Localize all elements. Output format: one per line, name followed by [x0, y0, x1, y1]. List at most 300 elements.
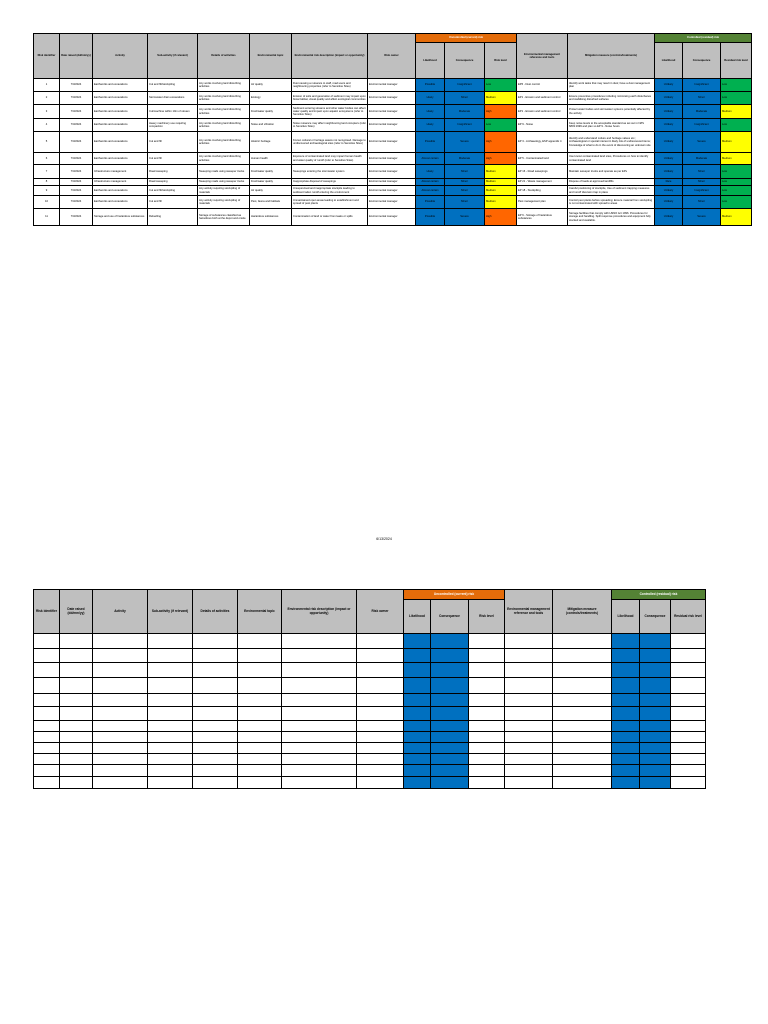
- blank-cell[interactable]: [431, 765, 469, 777]
- blank-cell[interactable]: [404, 694, 431, 707]
- blank-cell[interactable]: [431, 649, 469, 663]
- blank-cell[interactable]: [431, 777, 469, 789]
- blank-cell[interactable]: [431, 754, 469, 765]
- cell-mit: Protect water bodies and stormwater systems potentially affected by the activity: [568, 105, 655, 119]
- blank-row: [34, 754, 706, 765]
- cell-ref: EP 9 - Noise: [517, 119, 568, 132]
- blank-cell[interactable]: [612, 663, 640, 678]
- cell-u-cons: Minor: [445, 196, 485, 209]
- blank-cell[interactable]: [640, 765, 671, 777]
- cell-u-like: Almost certain: [416, 153, 445, 165]
- blank-cell[interactable]: [60, 694, 93, 707]
- blank-cell[interactable]: [282, 743, 357, 754]
- blank-cell[interactable]: [612, 732, 640, 743]
- blank-cell[interactable]: [469, 777, 505, 789]
- blank-cell[interactable]: [93, 663, 148, 678]
- blank-cell[interactable]: [193, 707, 238, 721]
- blank-cell[interactable]: [553, 634, 612, 649]
- cell-c-level: Low: [721, 79, 752, 92]
- blank-cell[interactable]: [357, 663, 404, 678]
- blank-cell[interactable]: [612, 765, 640, 777]
- blank-row: [34, 634, 706, 649]
- blank-cell[interactable]: [640, 634, 671, 649]
- blank-cell[interactable]: [148, 678, 193, 694]
- cell-c-level: Medium: [721, 153, 752, 165]
- blank-cell[interactable]: [93, 694, 148, 707]
- blank-cell[interactable]: [505, 663, 553, 678]
- blank-cell[interactable]: [553, 777, 612, 789]
- blank-cell[interactable]: [431, 721, 469, 732]
- cell-sub: Heavy machinery use requiring compaction: [148, 119, 198, 132]
- cell-date: 7/3/2024: [60, 153, 93, 165]
- blank-cell[interactable]: [93, 777, 148, 789]
- blank-cell[interactable]: [612, 694, 640, 707]
- blank-cell[interactable]: [60, 743, 93, 754]
- blank-cell[interactable]: [505, 634, 553, 649]
- col-header: Risk owner: [368, 34, 416, 79]
- blank-cell[interactable]: [505, 694, 553, 707]
- blank-cell[interactable]: [612, 649, 640, 663]
- blank-cell[interactable]: [431, 634, 469, 649]
- blank-cell[interactable]: [469, 707, 505, 721]
- blank-cell[interactable]: [640, 777, 671, 789]
- blank-cell[interactable]: [431, 678, 469, 694]
- cell-mit: Use known contaminated land sites, Procedures on how to identify contaminated land: [568, 153, 655, 165]
- blank-cell[interactable]: [640, 678, 671, 694]
- blank-cell[interactable]: [505, 765, 553, 777]
- blank-cell[interactable]: [671, 732, 706, 743]
- blank-cell[interactable]: [148, 707, 193, 721]
- blank-cell[interactable]: [148, 765, 193, 777]
- cell-ref: EP 16 - Road sweepings: [517, 165, 568, 179]
- blank-cell[interactable]: [553, 694, 612, 707]
- blank-row: [34, 649, 706, 663]
- cell-id: 2: [34, 92, 60, 105]
- blank-cell[interactable]: [640, 743, 671, 754]
- blank-cell[interactable]: [93, 732, 148, 743]
- col-header: Date raised (dd/mm/yy): [60, 34, 93, 79]
- blank-cell[interactable]: [553, 743, 612, 754]
- col-header: Risk identifier: [34, 590, 60, 634]
- table-row: [34, 186, 752, 196]
- cell-ref: EP 5 - Contaminated land: [517, 153, 568, 165]
- blank-cell[interactable]: [612, 634, 640, 649]
- blank-cell[interactable]: [93, 754, 148, 765]
- cell-u-cons: Moderate: [445, 105, 485, 119]
- cell-c-like: Unlikely: [655, 105, 683, 119]
- cell-details: Sweeping roads using sweeper trucks: [198, 179, 250, 186]
- cell-ref: EP1 - Erosion and sediment control: [517, 92, 568, 105]
- blank-row: [34, 777, 706, 789]
- blank-cell[interactable]: [60, 732, 93, 743]
- blank-row: [34, 743, 706, 754]
- blank-cell[interactable]: [193, 649, 238, 663]
- blank-cell[interactable]: [404, 678, 431, 694]
- cell-u-like: Almost certain: [416, 179, 445, 186]
- blank-cell[interactable]: [34, 743, 60, 754]
- blank-row: [34, 721, 706, 732]
- blank-cell[interactable]: [357, 634, 404, 649]
- blank-cell[interactable]: [612, 754, 640, 765]
- cell-owner: Environmental manager: [368, 209, 416, 226]
- cell-sub: Cut and fill/stockpiling: [148, 186, 198, 196]
- cell-sub: Cut and fill/stockpiling: [148, 79, 198, 92]
- blank-cell[interactable]: [34, 649, 60, 663]
- blank-cell[interactable]: [238, 777, 282, 789]
- blank-cell[interactable]: [148, 634, 193, 649]
- blank-cell[interactable]: [612, 777, 640, 789]
- blank-cell[interactable]: [34, 777, 60, 789]
- blank-cell[interactable]: [60, 765, 93, 777]
- blank-cell[interactable]: [671, 678, 706, 694]
- blank-cell[interactable]: [60, 754, 93, 765]
- blank-cell[interactable]: [357, 707, 404, 721]
- cell-mit: Maintain sweeper trucks and operate as per EPs: [568, 165, 655, 179]
- blank-risk-register-table: [33, 589, 706, 789]
- blank-cell[interactable]: [193, 777, 238, 789]
- blank-cell[interactable]: [469, 721, 505, 732]
- cell-c-cons: Minor: [683, 165, 721, 179]
- blank-cell[interactable]: [553, 732, 612, 743]
- blank-cell[interactable]: [193, 634, 238, 649]
- blank-cell[interactable]: [282, 732, 357, 743]
- blank-cell[interactable]: [238, 678, 282, 694]
- cell-owner: Environmental manager: [368, 186, 416, 196]
- cell-sub: Cut and fill: [148, 132, 198, 153]
- blank-cell[interactable]: [93, 678, 148, 694]
- blank-cell[interactable]: [148, 777, 193, 789]
- cell-desc: Sediment entering streams and other water bodies can affect water quality and impact upon aquatic ecosystems (refer to Sensitive Sites): [292, 105, 368, 119]
- blank-cell[interactable]: [238, 754, 282, 765]
- blank-cell[interactable]: [505, 649, 553, 663]
- blank-cell[interactable]: [148, 754, 193, 765]
- blank-cell[interactable]: [193, 754, 238, 765]
- blank-cell[interactable]: [34, 707, 60, 721]
- cell-date: 7/3/2024: [60, 79, 93, 92]
- blank-cell[interactable]: [34, 663, 60, 678]
- blank-cell[interactable]: [640, 707, 671, 721]
- blank-cell[interactable]: [404, 777, 431, 789]
- cell-desc: Sweepings entering the stormwater system: [292, 165, 368, 179]
- blank-cell[interactable]: [357, 754, 404, 765]
- blank-cell[interactable]: [553, 765, 612, 777]
- cell-topic: Hazardous substances: [250, 209, 292, 226]
- cell-desc: Unmaintained open areas leading to establishment and spread of pest plants: [292, 196, 368, 209]
- blank-cell[interactable]: [404, 649, 431, 663]
- cell-c-cons: Moderate: [683, 153, 721, 165]
- blank-cell[interactable]: [148, 649, 193, 663]
- cell-c-level: Medium: [721, 209, 752, 226]
- table-row: [34, 196, 752, 209]
- blank-cell[interactable]: [148, 721, 193, 732]
- page-date: 6/13/2024: [376, 537, 392, 541]
- blank-cell[interactable]: [469, 754, 505, 765]
- blank-cell[interactable]: [193, 678, 238, 694]
- blank-cell[interactable]: [671, 765, 706, 777]
- blank-cell[interactable]: [640, 732, 671, 743]
- cell-u-level: Medium: [485, 186, 517, 196]
- cell-id: 11: [34, 209, 60, 226]
- blank-cell[interactable]: [671, 743, 706, 754]
- blank-cell[interactable]: [34, 678, 60, 694]
- cell-id: 5: [34, 132, 60, 153]
- cell-id: 3: [34, 105, 60, 119]
- cell-activity: Infrastructure management: [93, 179, 148, 186]
- blank-cell[interactable]: [60, 678, 93, 694]
- blank-cell[interactable]: [282, 754, 357, 765]
- blank-cell[interactable]: [357, 732, 404, 743]
- blank-cell[interactable]: [553, 663, 612, 678]
- blank-cell[interactable]: [404, 743, 431, 754]
- blank-cell[interactable]: [282, 694, 357, 707]
- cell-date: 7/3/2024: [60, 186, 93, 196]
- cell-c-level: Low: [721, 186, 752, 196]
- blank-cell[interactable]: [469, 732, 505, 743]
- blank-cell[interactable]: [553, 678, 612, 694]
- blank-cell[interactable]: [357, 765, 404, 777]
- blank-cell[interactable]: [238, 765, 282, 777]
- blank-cell[interactable]: [505, 678, 553, 694]
- cell-details: Storage of substances classified as hazardous both at the depot and onsite: [198, 209, 250, 226]
- blank-cell[interactable]: [671, 721, 706, 732]
- blank-cell[interactable]: [282, 707, 357, 721]
- blank-cell[interactable]: [148, 663, 193, 678]
- col-header: Mitigation measure (controls/treatments): [568, 34, 655, 79]
- blank-cell[interactable]: [640, 663, 671, 678]
- cell-desc: Noise nuisance may affect neighbouring land occupiers (refer to Sensitive Sites): [292, 119, 368, 132]
- col-header: Environmental topic: [250, 34, 292, 79]
- blank-cell[interactable]: [93, 765, 148, 777]
- col-header: Details of activities: [198, 34, 250, 79]
- blank-cell[interactable]: [282, 777, 357, 789]
- cell-c-like: Unlikely: [655, 196, 683, 209]
- blank-cell[interactable]: [238, 649, 282, 663]
- blank-cell[interactable]: [93, 649, 148, 663]
- blank-cell[interactable]: [238, 707, 282, 721]
- blank-cell[interactable]: [612, 721, 640, 732]
- cell-u-level: High: [485, 153, 517, 165]
- blank-cell[interactable]: [238, 721, 282, 732]
- blank-cell[interactable]: [505, 732, 553, 743]
- blank-cell[interactable]: [60, 707, 93, 721]
- blank-cell[interactable]: [671, 777, 706, 789]
- blank-cell[interactable]: [469, 678, 505, 694]
- blank-cell[interactable]: [612, 707, 640, 721]
- cell-ref: EP6 - Dust control: [517, 79, 568, 92]
- cell-u-level: Low: [485, 79, 517, 92]
- blank-cell[interactable]: [148, 743, 193, 754]
- blank-cell[interactable]: [193, 765, 238, 777]
- cell-activity: Earthworks and excavations: [93, 153, 148, 165]
- blank-cell[interactable]: [469, 634, 505, 649]
- blank-cell[interactable]: [671, 754, 706, 765]
- cell-u-level: High: [485, 132, 517, 153]
- cell-u-like: Possible: [416, 196, 445, 209]
- blank-cell[interactable]: [553, 649, 612, 663]
- blank-cell[interactable]: [357, 649, 404, 663]
- blank-cell[interactable]: [469, 765, 505, 777]
- blank-cell[interactable]: [612, 678, 640, 694]
- cell-sub: Cut and fill: [148, 196, 198, 209]
- blank-cell[interactable]: [34, 694, 60, 707]
- cell-desc: Contamination of land or water from leaks or spills: [292, 209, 368, 226]
- blank-cell[interactable]: [357, 694, 404, 707]
- blank-cell[interactable]: [553, 754, 612, 765]
- blank-cell[interactable]: [431, 732, 469, 743]
- cell-c-cons: Moderate: [683, 105, 721, 119]
- cell-c-cons: Minor: [683, 92, 721, 105]
- cell-topic: Freshwater quality: [250, 105, 292, 119]
- cell-mit: Dispose of loads at approved landfills: [568, 179, 655, 186]
- blank-cell[interactable]: [357, 721, 404, 732]
- blank-cell[interactable]: [671, 694, 706, 707]
- blank-cell[interactable]: [640, 721, 671, 732]
- blank-row: [34, 707, 706, 721]
- blank-cell[interactable]: [612, 743, 640, 754]
- blank-cell[interactable]: [404, 765, 431, 777]
- blank-cell[interactable]: [34, 754, 60, 765]
- blank-cell[interactable]: [60, 634, 93, 649]
- cell-c-level: Medium: [721, 105, 752, 119]
- cell-mit: Keep noise levels to the acceptable standard as set out in NZS 6803:1999 and plan so EP 9 - Noise hours: [568, 119, 655, 132]
- uncontrolled-risk-header: Uncontrolled (current) risk: [404, 590, 505, 600]
- cell-u-cons: Insignificant: [445, 79, 485, 92]
- blank-cell[interactable]: [469, 694, 505, 707]
- blank-cell[interactable]: [357, 743, 404, 754]
- cell-sub: Road sweeping: [148, 179, 198, 186]
- blank-cell[interactable]: [60, 777, 93, 789]
- blank-cell[interactable]: [238, 694, 282, 707]
- blank-cell[interactable]: [34, 765, 60, 777]
- table-row: [34, 92, 752, 105]
- cell-c-cons: Minor: [683, 196, 721, 209]
- blank-cell[interactable]: [469, 663, 505, 678]
- blank-cell[interactable]: [640, 694, 671, 707]
- blank-cell[interactable]: [93, 707, 148, 721]
- blank-cell[interactable]: [148, 694, 193, 707]
- cell-owner: Environmental manager: [368, 165, 416, 179]
- blank-cell[interactable]: [431, 707, 469, 721]
- blank-cell[interactable]: [469, 743, 505, 754]
- col-header: Risk identifier: [34, 34, 60, 79]
- cell-mit: Identify work tasks that may result in dust; have a dust management plan: [568, 79, 655, 92]
- blank-cell[interactable]: [93, 743, 148, 754]
- blank-cell[interactable]: [193, 743, 238, 754]
- cell-id: 7: [34, 165, 60, 179]
- blank-cell[interactable]: [404, 732, 431, 743]
- blank-cell[interactable]: [553, 707, 612, 721]
- cell-activity: Earthworks and excavations: [93, 132, 148, 153]
- blank-cell[interactable]: [505, 743, 553, 754]
- blank-cell[interactable]: [671, 649, 706, 663]
- cell-details: Any works involving land disturbing activities: [198, 153, 250, 165]
- cell-activity: Earthworks and excavations: [93, 105, 148, 119]
- blank-cell[interactable]: [60, 721, 93, 732]
- blank-cell[interactable]: [671, 663, 706, 678]
- cell-id: 10: [34, 196, 60, 209]
- cell-activity: Earthworks and excavations: [93, 119, 148, 132]
- col-header: Residual risk level: [671, 600, 706, 634]
- blank-cell[interactable]: [431, 743, 469, 754]
- blank-cell[interactable]: [34, 634, 60, 649]
- blank-cell[interactable]: [404, 663, 431, 678]
- cell-u-level: Medium: [485, 179, 517, 186]
- blank-cell[interactable]: [282, 721, 357, 732]
- blank-cell[interactable]: [357, 678, 404, 694]
- blank-cell[interactable]: [282, 765, 357, 777]
- blank-cell[interactable]: [238, 743, 282, 754]
- blank-cell[interactable]: [193, 663, 238, 678]
- blank-cell[interactable]: [404, 634, 431, 649]
- blank-cell[interactable]: [238, 634, 282, 649]
- cell-c-level: Low: [721, 196, 752, 209]
- blank-cell[interactable]: [93, 634, 148, 649]
- blank-cell[interactable]: [148, 732, 193, 743]
- blank-cell[interactable]: [60, 663, 93, 678]
- blank-cell[interactable]: [282, 678, 357, 694]
- cell-owner: Environmental manager: [368, 79, 416, 92]
- col-header: Sub-activity (if relevant): [148, 34, 198, 79]
- uncontrolled-risk-header: Uncontrolled (current) risk: [416, 34, 517, 43]
- blank-cell[interactable]: [193, 732, 238, 743]
- blank-cell[interactable]: [34, 721, 60, 732]
- blank-row: [34, 678, 706, 694]
- blank-cell[interactable]: [671, 634, 706, 649]
- blank-cell[interactable]: [238, 663, 282, 678]
- blank-cell[interactable]: [469, 649, 505, 663]
- blank-cell[interactable]: [34, 732, 60, 743]
- blank-cell[interactable]: [60, 649, 93, 663]
- blank-row: [34, 694, 706, 707]
- cell-mit: Control pest plants before spreading; Ensure material from stockpiling is not contaminated with spread to areas: [568, 196, 655, 209]
- cell-u-level: High: [485, 209, 517, 226]
- blank-cell[interactable]: [505, 777, 553, 789]
- blank-cell[interactable]: [282, 649, 357, 663]
- cell-details: Any activity requiring stockpiling of materials: [198, 196, 250, 209]
- col-header: Likelihood: [404, 600, 431, 634]
- blank-cell[interactable]: [404, 754, 431, 765]
- blank-cell[interactable]: [505, 754, 553, 765]
- cell-u-level: Medium: [485, 196, 517, 209]
- blank-cell[interactable]: [671, 707, 706, 721]
- blank-cell[interactable]: [282, 634, 357, 649]
- blank-cell[interactable]: [238, 732, 282, 743]
- blank-cell[interactable]: [357, 777, 404, 789]
- blank-cell[interactable]: [282, 663, 357, 678]
- blank-cell[interactable]: [640, 754, 671, 765]
- blank-cell[interactable]: [505, 721, 553, 732]
- cell-owner: Environmental manager: [368, 132, 416, 153]
- blank-cell[interactable]: [93, 721, 148, 732]
- cell-id: 9: [34, 186, 60, 196]
- blank-cell[interactable]: [404, 721, 431, 732]
- col-header: Consequence: [683, 43, 721, 79]
- cell-owner: Environmental manager: [368, 119, 416, 132]
- cell-c-cons: Minor: [683, 179, 721, 186]
- blank-cell[interactable]: [640, 649, 671, 663]
- blank-cell[interactable]: [431, 663, 469, 678]
- cell-sub: Cut/machine within 10m of stream: [148, 105, 198, 119]
- table-row: [34, 209, 752, 226]
- cell-details: Sweeping roads using sweeper trucks: [198, 165, 250, 179]
- blank-cell[interactable]: [404, 707, 431, 721]
- col-header: Consequence: [431, 600, 469, 634]
- blank-cell[interactable]: [553, 721, 612, 732]
- blank-cell[interactable]: [431, 694, 469, 707]
- blank-cell[interactable]: [193, 721, 238, 732]
- blank-cell[interactable]: [505, 707, 553, 721]
- blank-cell[interactable]: [193, 694, 238, 707]
